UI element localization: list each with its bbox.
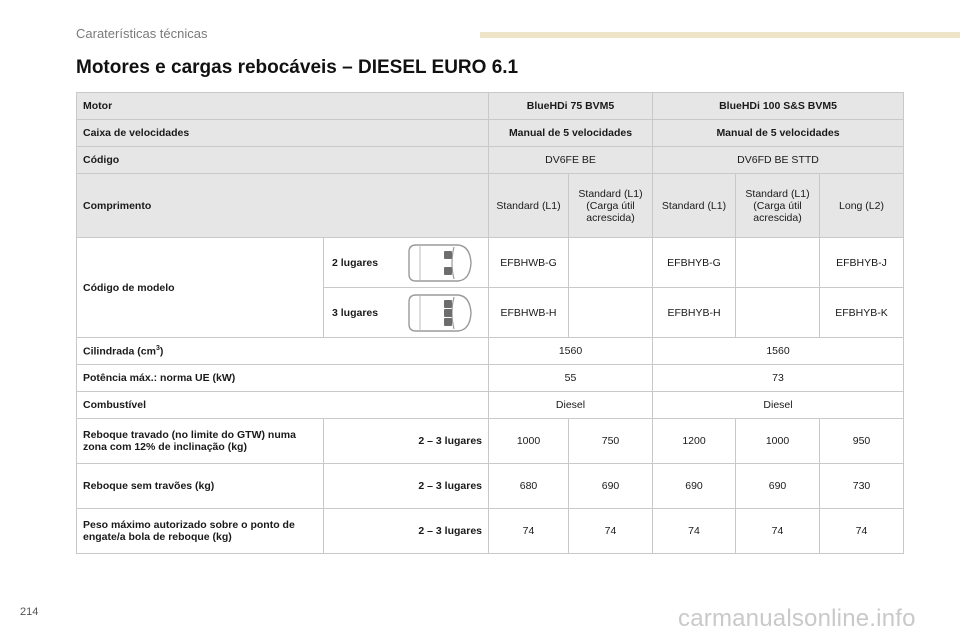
row-displacement [77,338,904,365]
braked-trailer-label: Reboque travado (no limite do GTW) numa zona com 12% de inclinação (kg) [77,419,324,464]
van-3-seats-icon [406,292,474,334]
fuel-col1: Diesel [489,392,653,419]
towball-load-value: 74 [489,509,569,554]
seats-label: 2 lugares [332,256,379,269]
model-code-value [736,238,820,288]
braked-trailer-value: 1000 [489,419,569,464]
length-value: Standard (L1) (Carga útil acrescida) [569,174,653,238]
unbraked-trailer-seats: 2 – 3 lugares [324,464,489,509]
motor-col1: BlueHDi 75 BVM5 [489,93,653,120]
towball-load-value: 74 [736,509,820,554]
section-header: Caraterísticas técnicas [76,26,208,41]
motor-col2: BlueHDi 100 S&S BVM5 [653,93,904,120]
row-code [77,147,904,174]
unbraked-trailer-label: Reboque sem travões (kg) [77,464,324,509]
row-unbraked-trailer [77,464,904,509]
unbraked-trailer-value: 730 [820,464,904,509]
code-col1: DV6FE BE [489,147,653,174]
model-code-label: Código de modelo [77,238,324,338]
model-code-value: EFBHWB-H [489,288,569,338]
code-label: Código [77,147,489,174]
row-model-code-2 [77,238,904,288]
row-gearbox [77,120,904,147]
model-code-value: EFBHWB-G [489,238,569,288]
gearbox-label: Caixa de velocidades [77,120,489,147]
van-2-seats-icon [406,242,474,284]
length-label: Comprimento [77,174,489,238]
fuel-label: Combustível [77,392,489,419]
seats-label: 3 lugares [332,306,379,319]
row-towball-load [77,509,904,554]
length-value: Long (L2) [820,174,904,238]
unbraked-trailer-value: 690 [736,464,820,509]
towball-load-value: 74 [820,509,904,554]
towball-load-value: 74 [569,509,653,554]
model-code-value: EFBHYB-H [653,288,736,338]
specs-table [76,92,904,554]
displacement-label-end: ) [159,345,164,358]
row-braked-trailer [77,419,904,464]
code-col2: DV6FD BE STTD [653,147,904,174]
row-motor [77,93,904,120]
gearbox-col2: Manual de 5 velocidades [653,120,904,147]
model-code-value [736,288,820,338]
displacement-unit-sup: 3 [155,344,160,352]
power-label: Potência máx.: norma UE (kW) [77,365,489,392]
displacement-col2: 1560 [653,338,904,365]
braked-trailer-value: 1000 [736,419,820,464]
towball-load-value: 74 [653,509,736,554]
gearbox-col1: Manual de 5 velocidades [489,120,653,147]
braked-trailer-value: 950 [820,419,904,464]
section-bar [480,32,960,38]
length-value: Standard (L1) (Carga útil acrescida) [736,174,820,238]
power-col2: 73 [653,365,904,392]
row-power [77,365,904,392]
displacement-label [77,338,489,365]
displacement-label-text: Cilindrada (cm [83,345,156,358]
model-code-value: EFBHYB-K [820,288,904,338]
seats-cell [324,288,489,338]
braked-trailer-value: 750 [569,419,653,464]
unbraked-trailer-value: 680 [489,464,569,509]
braked-trailer-value: 1200 [653,419,736,464]
displacement-col1: 1560 [489,338,653,365]
model-code-value [569,288,653,338]
length-value: Standard (L1) [489,174,569,238]
power-col1: 55 [489,365,653,392]
model-code-value: EFBHYB-G [653,238,736,288]
watermark: carmanualsonline.info [678,605,916,632]
row-fuel [77,392,904,419]
model-code-value [569,238,653,288]
model-code-value: EFBHYB-J [820,238,904,288]
motor-label: Motor [77,93,489,120]
towball-load-label: Peso máximo autorizado sobre o ponto de engate/a bola de reboque (kg) [77,509,324,554]
fuel-col2: Diesel [653,392,904,419]
unbraked-trailer-value: 690 [569,464,653,509]
seats-cell [324,238,489,288]
towball-load-seats: 2 – 3 lugares [324,509,489,554]
unbraked-trailer-value: 690 [653,464,736,509]
length-value: Standard (L1) [653,174,736,238]
row-length [77,174,904,238]
page-title: Motores e cargas rebocáveis – DIESEL EURO 6.1 [76,57,519,78]
braked-trailer-seats: 2 – 3 lugares [324,419,489,464]
page-number: 214 [20,606,39,618]
